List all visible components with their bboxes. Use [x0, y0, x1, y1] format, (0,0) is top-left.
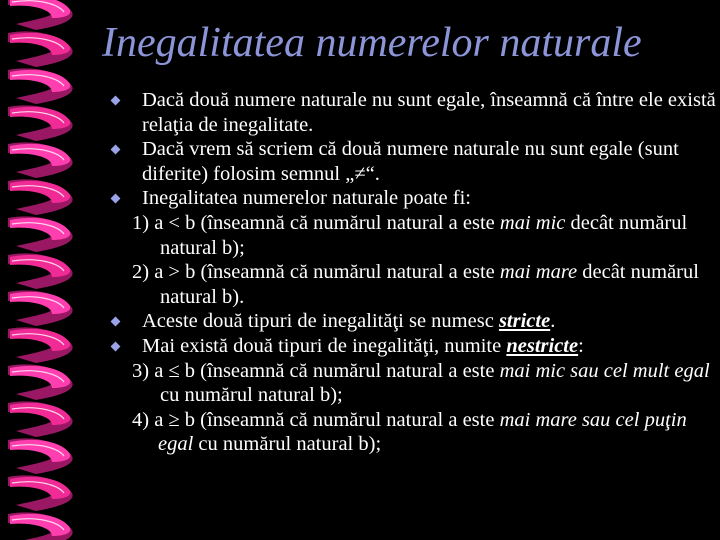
ribbon-twist [8, 401, 73, 437]
ribbon-twist [8, 105, 73, 141]
ribbon-twist [8, 253, 73, 289]
ribbon-twist [8, 438, 73, 474]
item-text: 2) a > b (înseamnă că numărul natural a este [132, 261, 500, 284]
diamond-bullet-icon [111, 341, 121, 351]
bullet-item [108, 334, 720, 359]
ribbon-twist [8, 216, 73, 252]
numbered-item [108, 408, 720, 457]
ribbon-twist [8, 142, 73, 178]
bullet-text: Inegalitatea numerelor naturale poate fi: [142, 187, 471, 210]
ribbon-front [10, 292, 70, 314]
page-title: Inegalitatea numerelor naturale [102, 20, 642, 66]
term-nestricte: nestricte [506, 334, 579, 357]
ribbon-twist [8, 475, 73, 511]
ribbon-front [10, 70, 70, 92]
item-text: 3) a ≤ b (înseamnă că numărul natural a este [132, 359, 500, 382]
ribbon-twist [8, 179, 73, 215]
ribbon-front [10, 181, 70, 203]
ribbon-twist [8, 327, 73, 363]
bullet-text: Dacă vrem să scriem că două numere naturale nu sunt egale (sunt diferite) folosim semnul „≠“. [142, 138, 679, 185]
ribbon-front [10, 144, 70, 166]
item-text: decât numărul natural b); [160, 211, 688, 259]
item-text: decât numărul natural b). [160, 261, 699, 308]
bullet-item [108, 88, 720, 137]
term-stricte: stricte [498, 310, 551, 333]
ribbon-front [10, 514, 70, 536]
bullet-text: Mai există două tipuri de inegalităţi, numite [142, 334, 507, 357]
slide-content [108, 88, 720, 457]
ribbon-twist [8, 364, 73, 400]
bullet-text: Aceste două tipuri de inegalităţi se numesc [142, 310, 499, 333]
decorative-ribbon [0, 0, 110, 540]
item-text: 1) a < b (înseamnă că numărul natural a este [132, 211, 500, 234]
ribbon-front [10, 477, 70, 499]
ribbon-front [10, 107, 70, 129]
ribbon-front [10, 440, 70, 462]
ribbon-twist [8, 512, 73, 540]
numbered-item [108, 211, 720, 260]
item-emphasis: mai mic sau cel mult egal [499, 359, 710, 382]
item-emphasis: mai mare sau cel puţin egal [158, 408, 687, 456]
item-text: 4) a ≥ b (înseamnă că numărul natural a este [132, 408, 500, 431]
diamond-bullet-icon [111, 317, 121, 327]
ribbon-front [10, 255, 70, 277]
bullet-item [108, 137, 720, 186]
ribbon-front [10, 218, 70, 240]
ribbon-front [10, 366, 70, 388]
numbered-item [108, 359, 720, 408]
ribbon-twist [8, 0, 73, 30]
ribbon-front [10, 33, 70, 55]
item-emphasis: mai mic [499, 211, 566, 234]
diamond-bullet-icon [111, 194, 121, 204]
ribbon-front [10, 403, 70, 425]
bullet-text: . [550, 310, 556, 333]
bullet-text: Dacă două numere naturale nu sunt egale, înseamnă că între ele există relaţia de inegalitate. [142, 89, 716, 136]
bullet-item [108, 186, 720, 211]
ribbon-twist [8, 290, 73, 326]
bullet-item [108, 309, 720, 334]
item-emphasis: mai mare [499, 261, 578, 284]
ribbon-front [10, 329, 70, 351]
ribbon-twist [8, 31, 73, 67]
diamond-bullet-icon [111, 145, 121, 155]
bullet-text: : [578, 334, 584, 357]
diamond-bullet-icon [111, 96, 121, 106]
item-text: cu numărul natural b); [193, 433, 382, 456]
ribbon-twist [8, 68, 73, 104]
numbered-item [108, 260, 720, 309]
item-text: cu numărul natural b); [160, 384, 343, 407]
